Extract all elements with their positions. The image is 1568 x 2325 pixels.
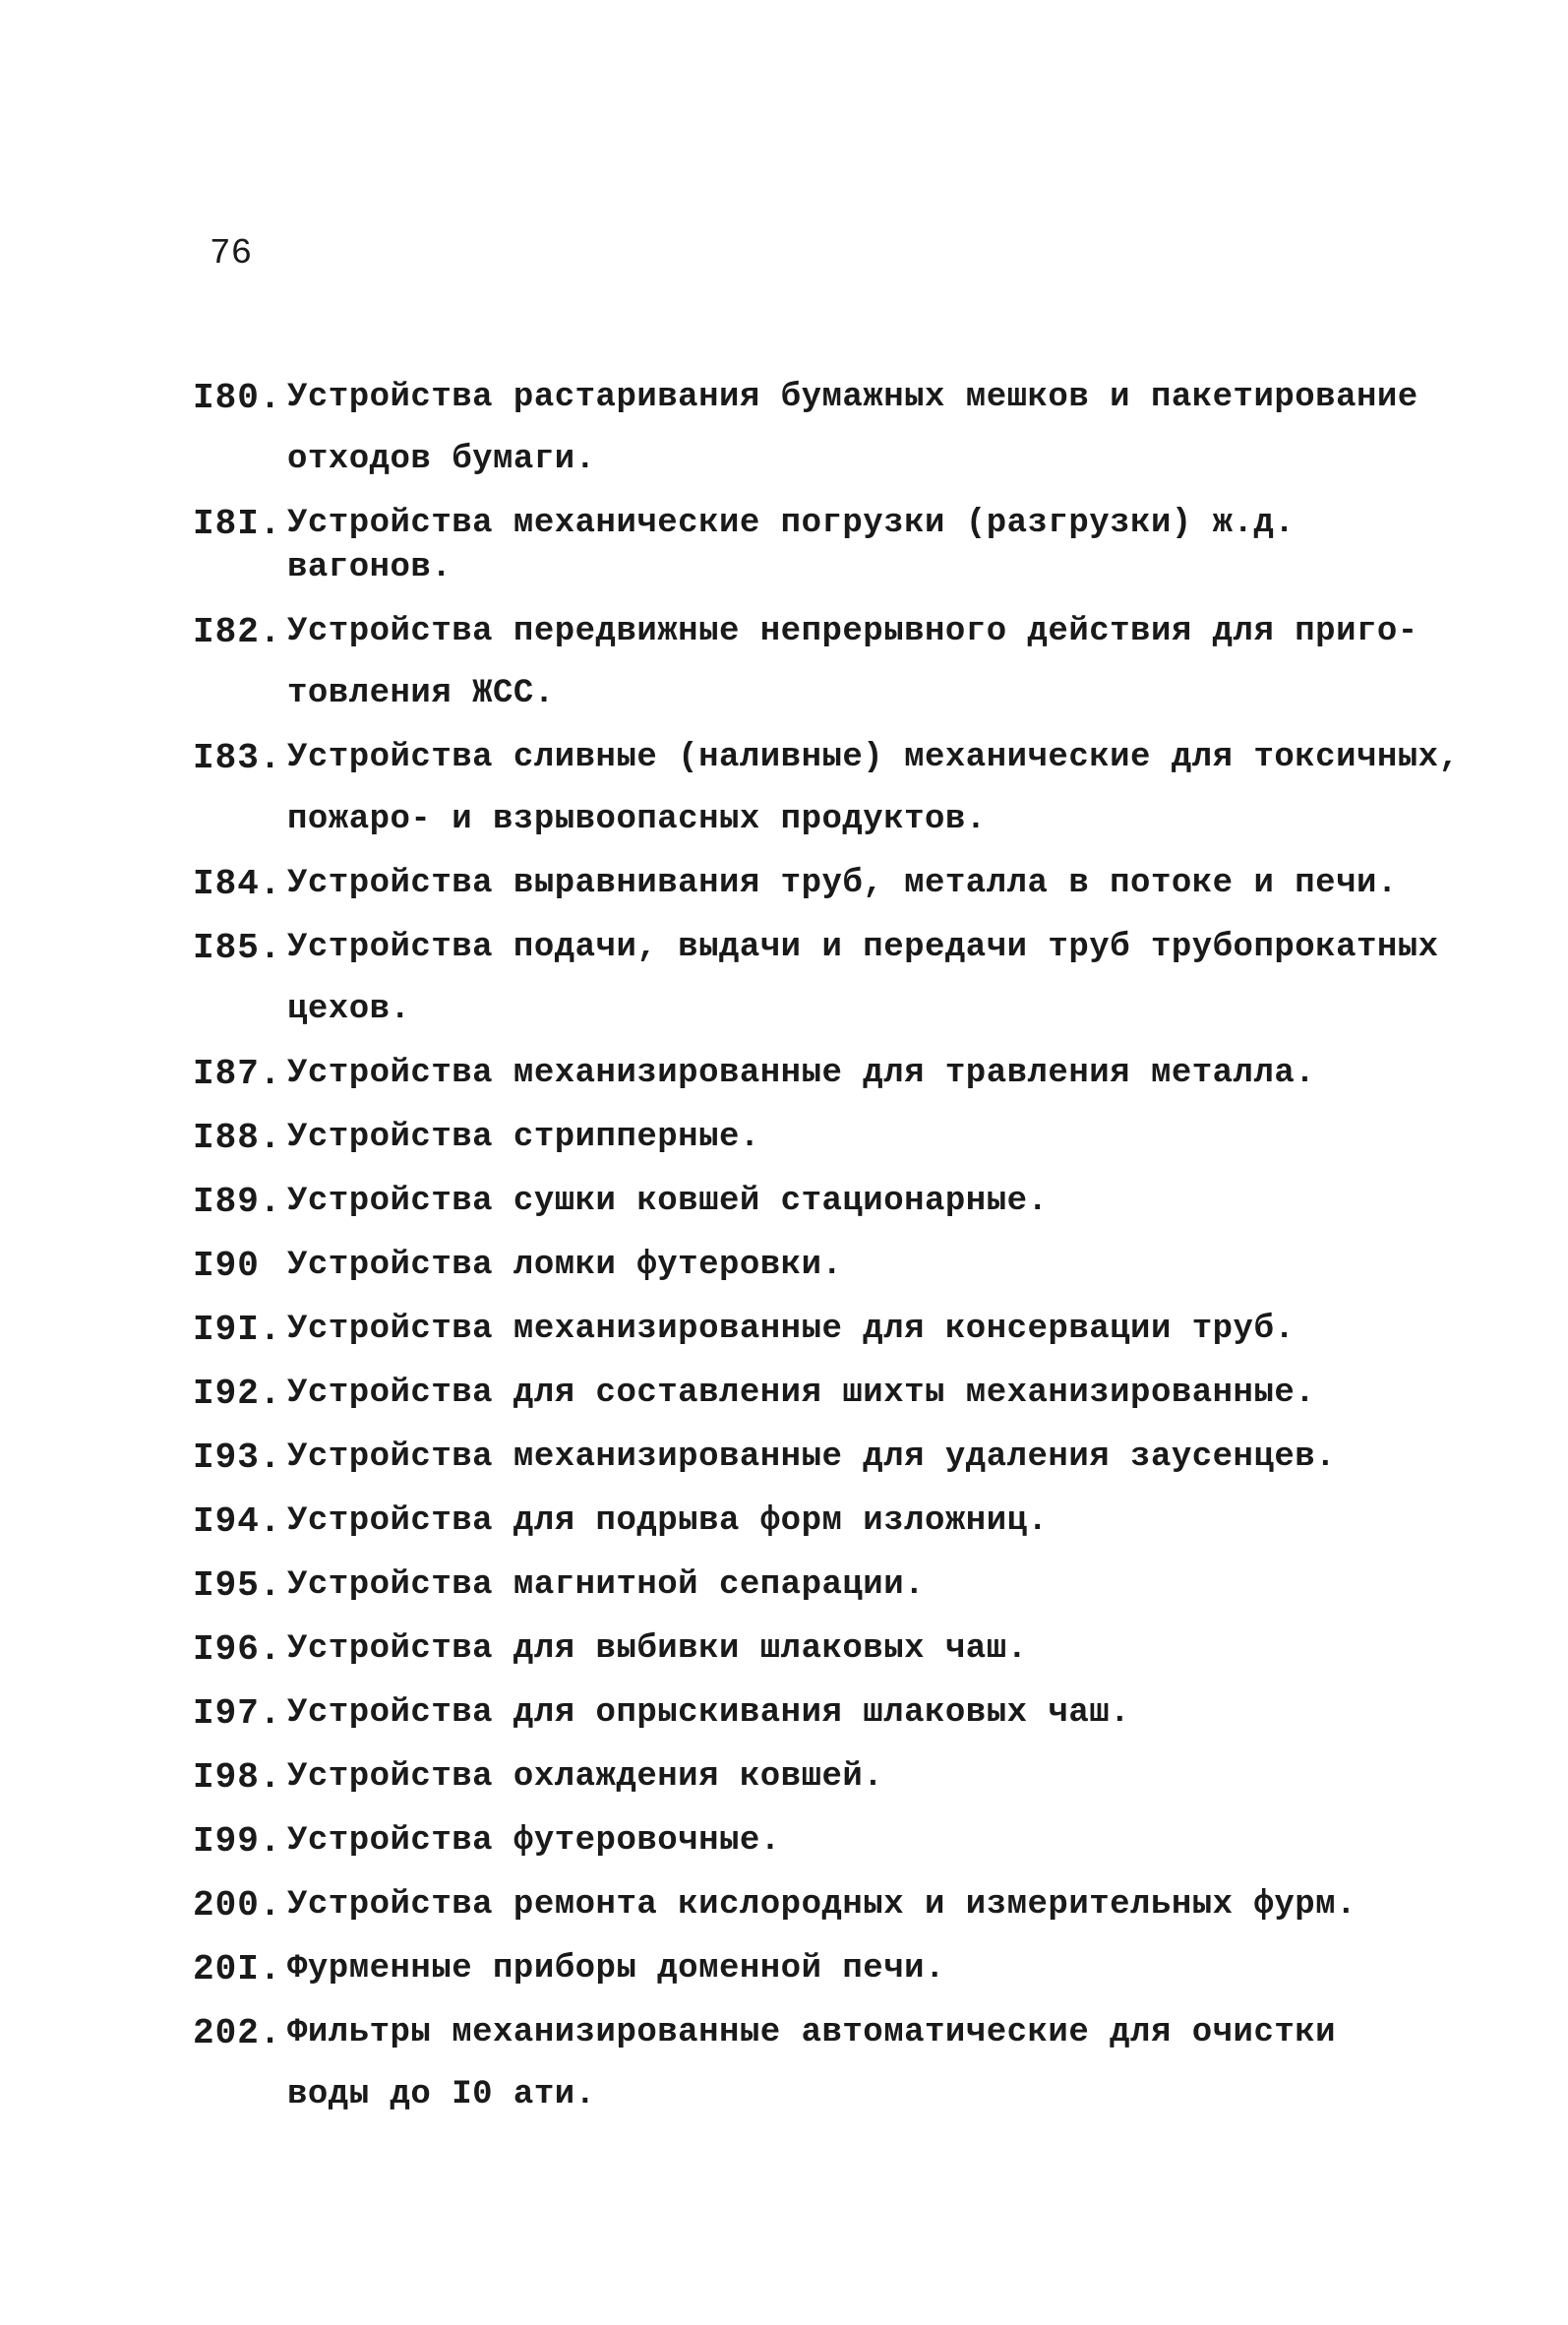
list-item (193, 1691, 1472, 1736)
page-number: 76 (210, 233, 253, 274)
item-number: I85. (193, 928, 282, 968)
item-number: I92. (193, 1374, 282, 1414)
item-number: I97. (193, 1693, 282, 1734)
item-number: I83. (193, 738, 282, 778)
list-item (193, 376, 1472, 482)
list-item (193, 610, 1472, 716)
item-text: Устройства растаривания бумажных мешков и пакетирование отходов бумаги. (287, 379, 1418, 478)
list-item (193, 1308, 1472, 1352)
item-text: Устройства для составления шихты механизированные. (287, 1375, 1316, 1412)
item-number: I8I. (193, 504, 282, 544)
item-number: I87. (193, 1054, 282, 1094)
item-number: I89. (193, 1182, 282, 1222)
list-item (193, 1244, 1472, 1288)
item-number: 200. (193, 1885, 282, 1926)
item-number: I80. (193, 378, 282, 418)
list-item (193, 1883, 1472, 1927)
item-text: Устройства механизированные для удаления заусенцев. (287, 1438, 1337, 1476)
item-text: Устройства магнитной сепарации. (287, 1566, 926, 1604)
list-item (193, 1755, 1472, 1800)
item-text: Устройства охлаждения ковшей. (287, 1758, 884, 1796)
item-list (193, 376, 1472, 2137)
list-item (193, 1947, 1472, 1991)
item-number: I90 (193, 1246, 260, 1286)
item-number: I82. (193, 612, 282, 652)
item-text: Устройства для подрыва форм изложниц. (287, 1502, 1049, 1540)
item-number: I94. (193, 1501, 282, 1542)
item-number: I95. (193, 1565, 282, 1606)
item-text: Устройства стрипперные. (287, 1119, 760, 1156)
list-item (193, 1627, 1472, 1672)
item-text: Устройства механизированные для травления металла. (287, 1055, 1316, 1092)
item-number: 202. (193, 2013, 282, 2053)
item-number: I9I. (193, 1310, 282, 1350)
list-item (193, 926, 1472, 1032)
item-text: Устройства механизированные для консервации труб. (287, 1311, 1296, 1348)
list-item (193, 1372, 1472, 1416)
item-text: Устройства сливные (наливные) механические для токсичных, пожаро- и взрывоопасных продуктов. (287, 739, 1460, 838)
item-number: I99. (193, 1821, 282, 1862)
item-number: I93. (193, 1438, 282, 1478)
list-item (193, 502, 1472, 590)
item-text: Устройства для опрыскивания шлаковых чаш. (287, 1694, 1131, 1732)
item-number: I96. (193, 1629, 282, 1670)
item-text: Фильтры механизированные автоматические для очистки воды до I0 ати. (287, 2014, 1337, 2113)
item-text: Устройства футеровочные. (287, 1822, 781, 1860)
item-text: Устройства подачи, выдачи и передачи труб трубопрокатных цехов. (287, 929, 1439, 1028)
list-item (193, 862, 1472, 906)
list-item (193, 1436, 1472, 1480)
list-item (193, 1499, 1472, 1544)
item-text: Устройства выравнивания труб, металла в потоке и печи. (287, 865, 1398, 902)
item-text: Устройства сушки ковшей стационарные. (287, 1183, 1049, 1220)
list-item (193, 1563, 1472, 1608)
item-text: Устройства механические погрузки (разгрузки) ж.д. вагонов. (287, 505, 1296, 586)
list-item (193, 1819, 1472, 1864)
list-item (193, 736, 1472, 842)
list-item (193, 2011, 1472, 2117)
item-number: I88. (193, 1118, 282, 1158)
item-text: Устройства для выбивки шлаковых чаш. (287, 1630, 1028, 1668)
item-text: Фурменные приборы доменной печи. (287, 1950, 945, 1988)
item-number: I98. (193, 1757, 282, 1798)
item-text: Устройства ломки футеровки. (287, 1247, 843, 1284)
item-text: Устройства передвижные непрерывного действия для приго- товления ЖСС. (287, 613, 1418, 712)
list-item (193, 1180, 1472, 1224)
item-number: I84. (193, 864, 282, 904)
list-item (193, 1116, 1472, 1160)
item-number: 20I. (193, 1949, 282, 1989)
list-item (193, 1052, 1472, 1096)
item-text: Устройства ремонта кислородных и измерительных фурм. (287, 1886, 1357, 1924)
